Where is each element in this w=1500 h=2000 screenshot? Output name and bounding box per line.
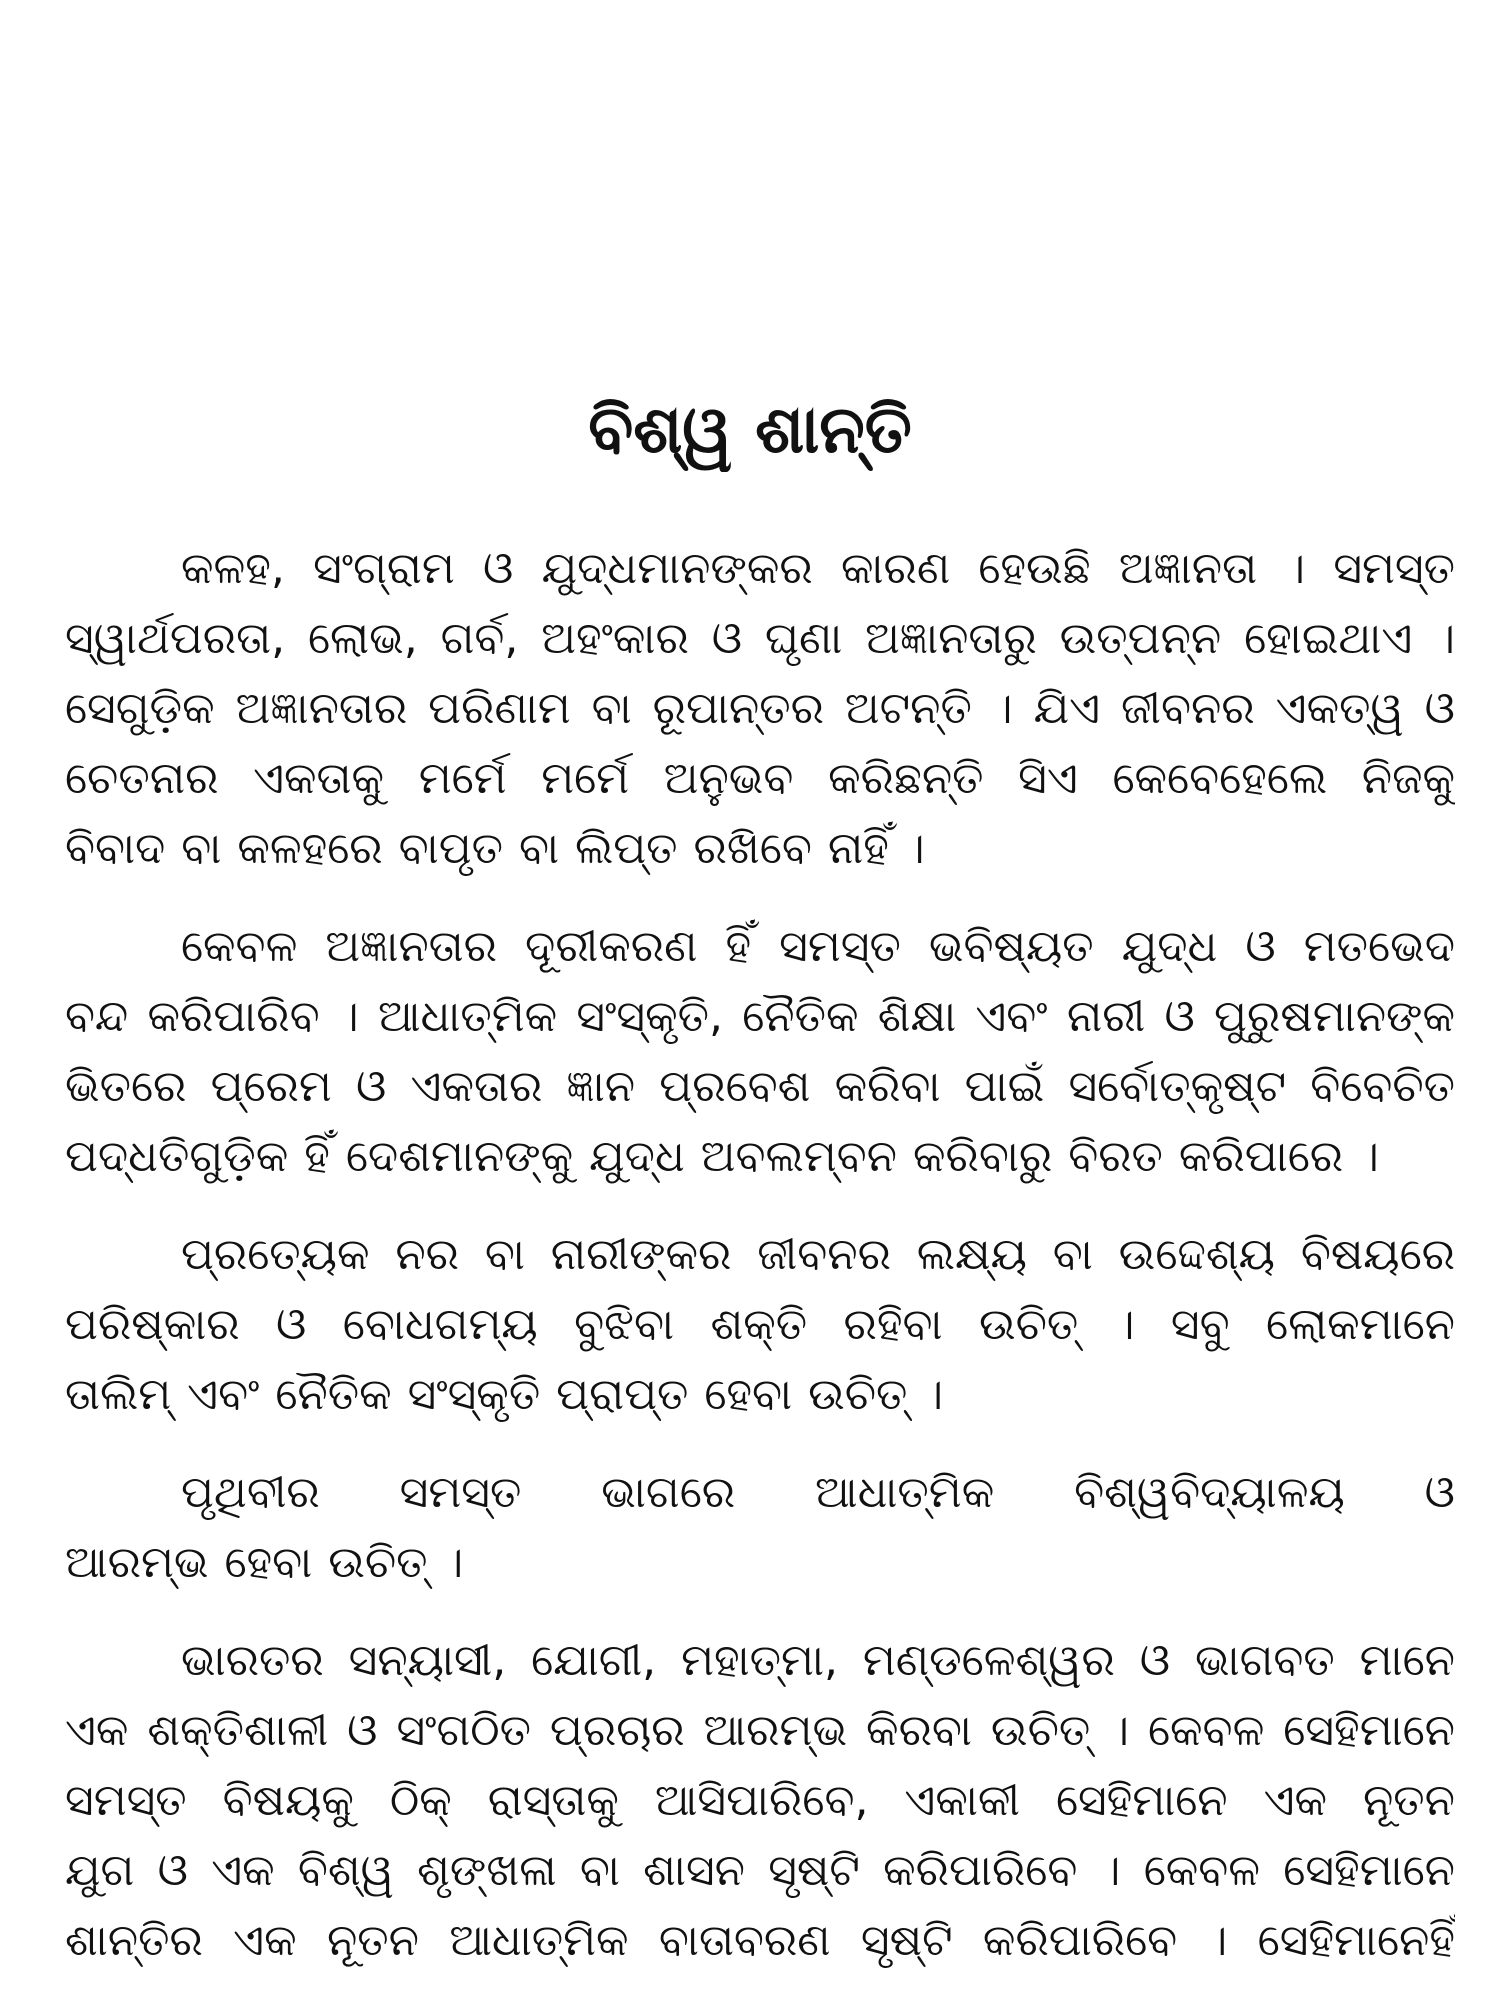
text-line: ସମସ୍ତ ବିଷୟକୁ ଠିକ୍ ରାସ୍ତାକୁ ଆସିପାରିବେ, ଏକାକୀ ସେହିମାନେ ଏକ ନୂତନ: [65, 1775, 1455, 1826]
text-line: ତାଲିମ୍ ଏବଂ ନୈତିକ ସଂସ୍କୃତି ପ୍ରାପ୍ତ ହେବା ଉଚିତ୍ ।: [65, 1369, 944, 1420]
paragraph-2: [65, 912, 1455, 1192]
body-text: [65, 534, 1455, 1976]
text-line: ପଦ୍ଧତିଗୁଡ଼ିକ ହିଁ ଦେଶମାନଙ୍କୁ ଯୁଦ୍ଧ ଅବଲମ୍ବନ କରିବାରୁ ବିରତ କରିପାରେ ।: [65, 1131, 1379, 1182]
text-line: ପରିଷ୍କାର ଓ ବୋଧଗମ୍ୟ ବୁଝିବା ଶକ୍ତି ରହିବା ଉଚିତ୍ । ସବୁ ଲୋକମାନେ: [65, 1299, 1455, 1350]
text-line: ବିବାଦ ବା କଳହରେ ବାପୃତ ବା ଲିପ୍ତ ରଖିବେ ନାହିଁ ।: [65, 823, 925, 874]
text-line: କଳହ, ସଂଗ୍ରାମ ଓ ଯୁଦ୍ଧମାନଙ୍କର କାରଣ ହେଉଛି ଅଜ୍ଞାନତା । ସମସ୍ତ: [181, 543, 1455, 594]
text-line: ଚେତନାର ଏକତାକୁ ମର୍ମେ ମର୍ମେ ଅନୁଭବ କରିଛନ୍ତି ସିଏ କେବେହେଲେ ନିଜକୁ: [65, 753, 1455, 804]
paragraph-5: [65, 1626, 1455, 1976]
text-line: ଶାନ୍ତିର ଏକ ନୂତନ ଆଧାତ୍ମିକ ବାତାବରଣ ସୃଷ୍ଟି କରିପାରିବେ । ସେହିମାନେହିଁ: [65, 1915, 1455, 1966]
text-line: ବନ୍ଦ କରିପାରିବ । ଆଧାତ୍ମିକ ସଂସ୍କୃତି, ନୈତିକ ଶିକ୍ଷା ଏବଂ ନାରୀ ଓ ପୁରୁଷମାନଙ୍କ: [65, 991, 1455, 1042]
text-line: ପୃଥିବୀର ସମସ୍ତ ଭାଗରେ ଆଧାତ୍ମିକ ବିଶ୍ୱବିଦ୍ୟାଳୟ ଓ: [181, 1467, 1455, 1518]
text-line: ଭାରତର ସନ୍ୟାସୀ, ଯୋଗୀ, ମହାତ୍ମା, ମଣ୍ଡଳେଶ୍ୱର ଓ ଭାଗବତ ମାନେ: [181, 1635, 1455, 1686]
paragraph-4: [65, 1458, 1455, 1598]
page-title: ବିଶ୍ୱ ଶାନ୍ତି: [588, 391, 912, 468]
text-line: ସ୍ୱାର୍ଥପରତା, ଲୋଭ, ଗର୍ବ, ଅହଂକାର ଓ ଘୃଣା ଅଜ୍ଞାନତାରୁ ଉତ୍ପନ୍ନ ହୋଇଥାଏ ।: [65, 613, 1455, 664]
paragraph-3: [65, 1220, 1455, 1430]
text-line: ସେଗୁଡ଼ିକ ଅଜ୍ଞାନତାର ପରିଣାମ ବା ରୂପାନ୍ତର ଅଟନ୍ତି । ଯିଏ ଜୀବନର ଏକତ୍ୱ ଓ: [65, 683, 1455, 734]
paragraph-1: [65, 534, 1455, 884]
text-line: ପ୍ରତ୍ୟେକ ନର ବା ନାରୀଙ୍କର ଜୀବନର ଲକ୍ଷ୍ୟ ବା ଉଦ୍ଦେଶ୍ୟ ବିଷୟରେ: [181, 1229, 1455, 1280]
text-line: ଯୁଗ ଓ ଏକ ବିଶ୍ୱ ଶୃଙ୍ଖଳା ବା ଶାସନ ସୃଷ୍ଟି କରିପାରିବେ । କେବଳ ସେହିମାନେ: [65, 1845, 1455, 1896]
text-line: ଆରମ୍ଭ ହେବା ଉଚିତ୍ ।: [65, 1537, 464, 1588]
text-line: କେବଳ ଅଜ୍ଞାନତାର ଦୂରୀକରଣ ହିଁ ସମସ୍ତ ଭବିଷ୍ୟତ ଯୁଦ୍ଧ ଓ ମତଭେଦ: [181, 921, 1455, 972]
text-line: ଏକ ଶକ୍ତିଶାଳୀ ଓ ସଂଗଠିତ ପ୍ରଚାର ଆରମ୍ଭ କିରବା ଉଚିତ୍ । କେବଳ ସେହିମାନେ: [65, 1705, 1455, 1756]
text-line: ଭିତରେ ପ୍ରେମ ଓ ଏକତାର ଜ୍ଞାନ ପ୍ରବେଶ କରିବା ପାଇଁ ସର୍ବୋତ୍କୃଷ୍ଟ ବିବେଚିତ: [65, 1061, 1455, 1112]
